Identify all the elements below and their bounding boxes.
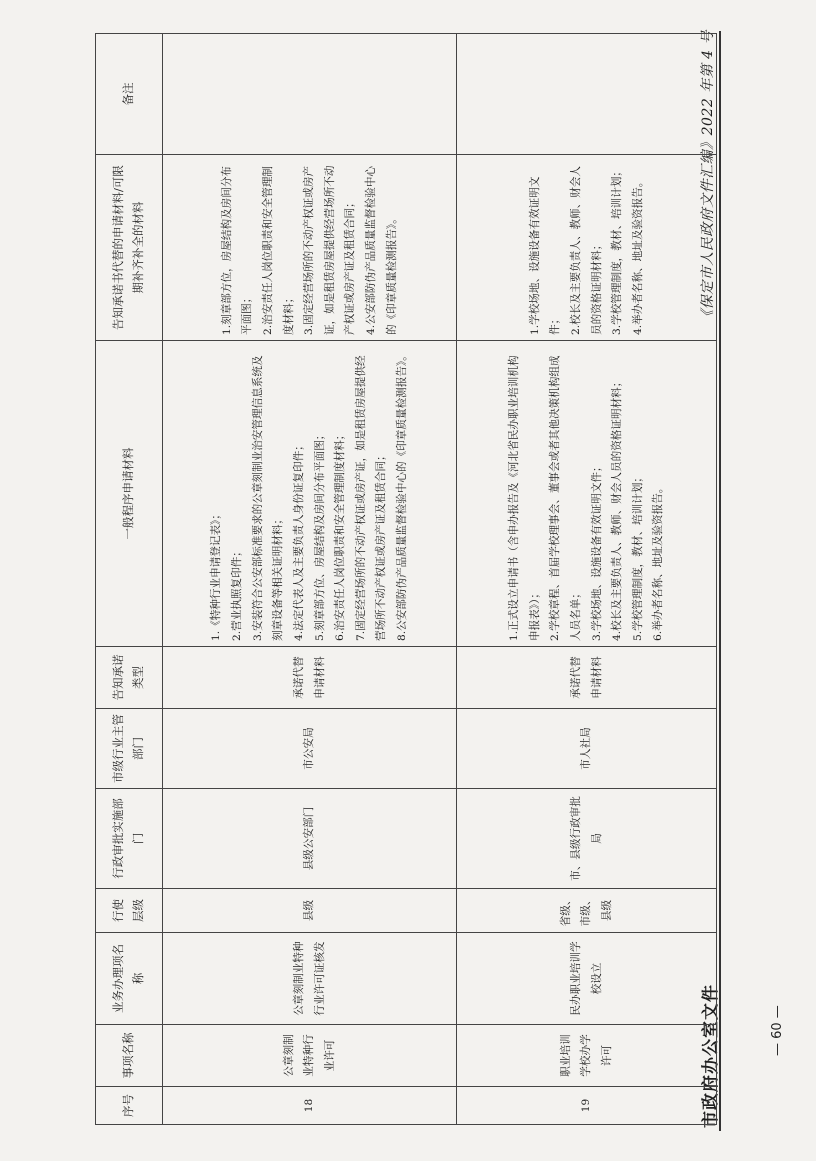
header-business-name: 业务办理项名 称	[96, 933, 163, 1025]
items-table	[95, 33, 717, 1125]
commit-material-item: 2.校长及主要负责人、教师、财会人员的资格证明材料；	[569, 165, 603, 335]
header-remark: 备注	[96, 34, 163, 155]
table-row	[163, 34, 457, 1125]
header-city-dept: 市级行业主管部门	[96, 709, 163, 789]
general-material-item: 8.公安部防伪产品质量监督检验中心的《印章质量检测报告》。	[396, 350, 409, 641]
commit-material-item: 3.固定经营场所的不动产权证或房产证，如是租赁房屋提供经营场所不动产权证或房产证及租赁合同；	[303, 165, 357, 335]
general-material-item: 4.校长及主要负责人、教师、财会人员的资格证明材料；	[611, 376, 624, 641]
header-right-title: 《保定市人民政府文件汇编》2022 年第 4 号	[700, 30, 716, 324]
commit-material-item: 1.学校场地、设施设备有效证明文件；	[528, 176, 562, 335]
header-commit-materials: 告知承诺书代替的申请材料/可限期补齐补全的材料	[96, 155, 163, 341]
header-rule	[719, 31, 721, 1131]
row-remark	[163, 34, 457, 155]
commit-material-item: 1.刻章部方位，房屋结构及房间分布平面图；	[220, 165, 254, 335]
row-commit-materials	[163, 155, 457, 341]
general-material-item: 6.治安责任人岗位职责和安全管理制度材料；	[334, 429, 347, 641]
header-commit-type: 告知承诺类型	[96, 647, 163, 709]
general-material-item: 5.刻章部方位、房屋结构及房间分布平面图；	[313, 429, 326, 641]
row-business-name: 民办职业培训学校设立	[457, 933, 717, 1025]
commit-material-item: 3.学校管理制度，教材、培训计划；	[611, 165, 624, 335]
row-commit-type: 承诺代替申请材料	[457, 647, 717, 709]
general-material-item: 5.学校管理制度，教材、培训计划；	[631, 471, 644, 641]
header-general-materials: 一般程序申请材料	[96, 341, 163, 647]
row-level: 县级	[163, 889, 457, 933]
row-commit-materials	[457, 155, 717, 341]
general-material-item: 2.学校章程、首届学校理事会、董事会或者其他决策机构组成人员名单；	[549, 355, 582, 641]
row-business-name: 公章刻制业特种行业许可证核发	[163, 933, 457, 1025]
row-general-materials	[163, 341, 457, 647]
general-material-item: 1.正式设立申请书（含申办报告及《河北省民办职业培训机构申报表》）；	[507, 355, 541, 641]
general-material-item: 4.法定代表人及主要负责人身份证复印件；	[292, 440, 305, 641]
general-material-item: 3.学校场地、设施设备有效证明文件；	[590, 461, 603, 641]
header-left-title: 市政府办公室文件	[701, 984, 721, 1128]
header-level: 行使层级	[96, 889, 163, 933]
general-material-item: 3.安装符合公安部标准要求的公章刻制业治安管理信息系统及刻章设备等相关证明材料；	[251, 355, 285, 641]
header-seq: 序号	[96, 1087, 163, 1125]
row-remark	[457, 34, 717, 155]
row-level: 省级、市级、县级	[457, 889, 717, 933]
table-row	[457, 34, 717, 1125]
row-approval-dept: 县级公安部门	[163, 789, 457, 889]
general-material-item: 1.《特种行业申请登记表》；	[210, 509, 223, 641]
row-city-dept: 市人社局	[457, 709, 717, 789]
commit-material-item: 4.公安部防伪产品质量监督检验中心的《印章质量检测报告》。	[365, 165, 398, 335]
row-seq: 19	[457, 1087, 717, 1125]
row-item-name: 公章刻制业特种行业许可	[163, 1025, 457, 1087]
commit-material-item: 4.举办者名称、地址及验资报告。	[631, 176, 644, 335]
general-material-item: 6.举办者名称、地址及验资报告。	[652, 482, 665, 641]
row-general-materials	[457, 341, 717, 647]
row-approval-dept: 市、县级行政审批局	[457, 789, 717, 889]
row-item-name: 职业培训学校办学许可	[457, 1025, 717, 1087]
row-city-dept: 市公安局	[163, 709, 457, 789]
header-approval-dept: 行政审批实施部门	[96, 789, 163, 889]
general-material-item: 2.营业执照复印件；	[230, 546, 243, 641]
table-header-row	[96, 34, 163, 1125]
general-material-item: 7.固定经营场所的不动产权证或房产证，如是租赁房屋提供经营场所不动产权证或房产证及租赁合同；	[354, 355, 388, 641]
page-number: — 60 —	[770, 1005, 785, 1056]
header-item-name: 事项名称	[96, 1025, 163, 1087]
commit-material-item: 2.治安责任人岗位职责和安全管理制度材料；	[261, 165, 295, 335]
row-seq: 18	[163, 1087, 457, 1125]
row-commit-type: 承诺代替申请材料	[163, 647, 457, 709]
